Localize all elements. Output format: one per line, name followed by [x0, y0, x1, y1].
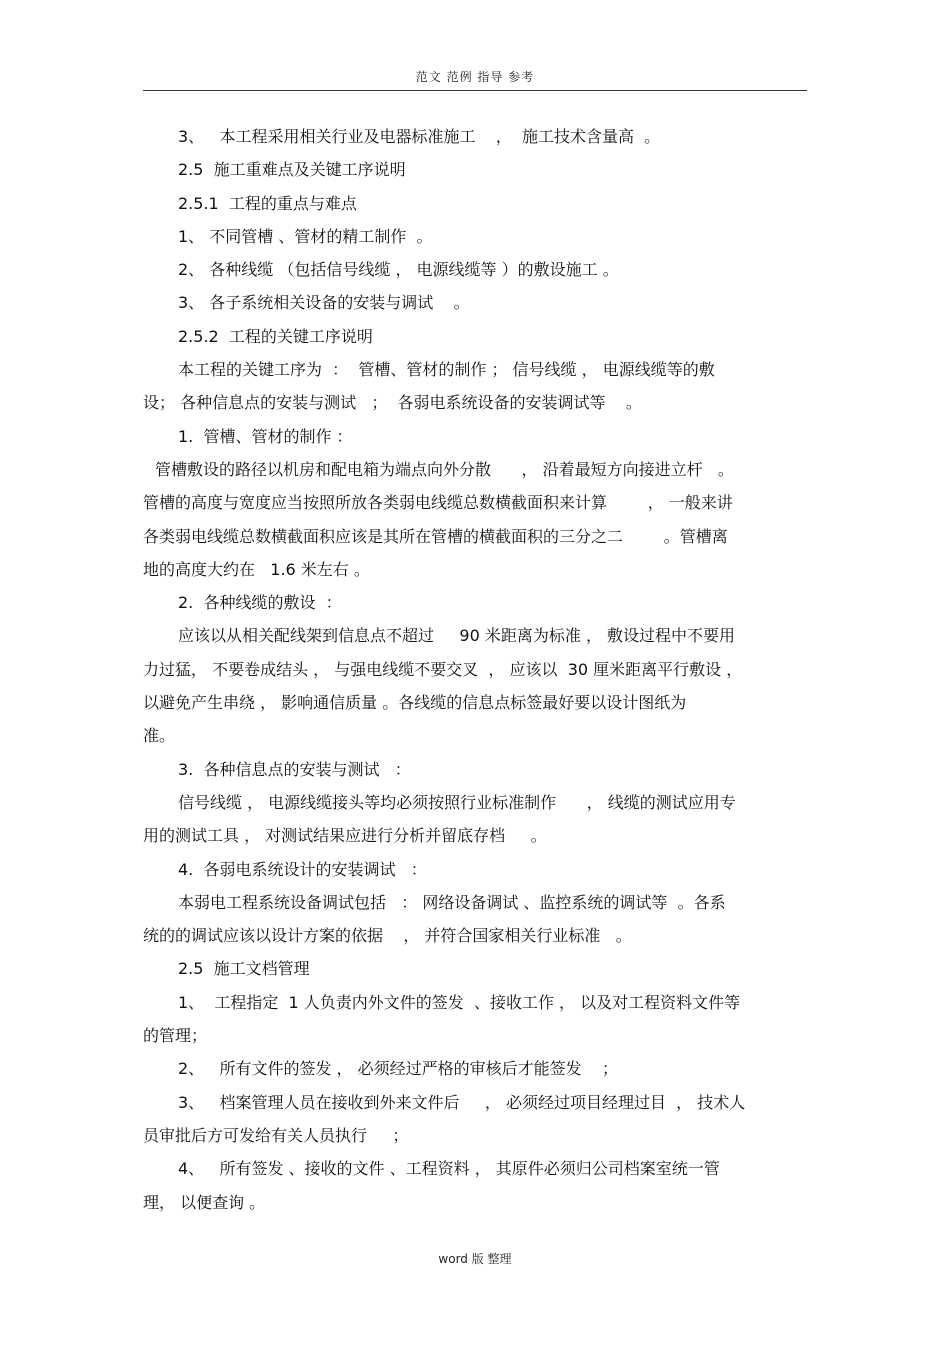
text-line: 的管理；: [143, 1026, 208, 1046]
text-line: 1、 不同管槽 、管材的精工制作 。: [178, 226, 433, 246]
text-line: 2.5 施工文档管理: [178, 959, 310, 979]
text-line: 本工程的关键工序为 ： 管槽、管材的制作 ； 信号线缆 ， 电源线缆等的敷: [178, 360, 715, 380]
text-line: 统的的调试应该以设计方案的依据 ， 并符合国家相关行业标准 。: [143, 926, 632, 946]
text-line: 3. 各种信息点的安装与测试 ：: [178, 759, 411, 779]
text-line: 2.5.1 工程的重点与难点: [178, 193, 357, 213]
text-line: 3、 档案管理人员在接收到外来文件后 ， 必须经过项目经理过目 ， 技术人: [178, 1092, 746, 1112]
page-footer: word 版 整理: [438, 1252, 512, 1266]
text-line: 力过猛， 不要卷成结头 ， 与强电线缆不要交叉 ， 应该以 30 厘米距离平行敷设 ，: [143, 659, 743, 679]
text-line: 1、 工程指定 1 人负责内外文件的签发 、接收工作 ， 以及对工程资料文件等: [178, 992, 741, 1012]
text-line: 4. 各弱电系统设计的安装调试 ：: [178, 859, 427, 879]
text-line: 2.5.2 工程的关键工序说明: [178, 326, 373, 346]
text-line: 用的测试工具 ， 对测试结果应进行分析并留底存档 。: [143, 826, 547, 846]
text-line: 信号线缆 ， 电源线缆接头等均必须按照行业标准制作 ， 线缆的测试应用专: [178, 792, 736, 812]
text-line: 设； 各种信息点的安装与测试 ； 各弱电系统设备的安装调试等 。: [143, 393, 642, 413]
text-line: 管槽的高度与宽度应当按照所放各类弱电线缆总数横截面积来计算 ， 一般来讲: [143, 493, 733, 513]
text-line: 本弱电工程系统设备调试包括 ： 网络设备调试 、监控系统的调试等 。各系: [178, 892, 726, 912]
document-body: [143, 120, 803, 1219]
text-line: 3、 本工程采用相关行业及电器标准施工 ， 施工技术含量高 。: [178, 127, 661, 146]
text-line: 理， 以便查询 。: [143, 1192, 266, 1212]
text-line: 各类弱电线缆总数横截面积应该是其所在管槽的横截面积的三分之二 。管槽离: [143, 526, 728, 546]
text-line: 2、 各种线缆 （包括信号线缆 ， 电源线缆等 ）的敷设施工 。: [178, 260, 619, 280]
page-header: 范文 范例 指导 参考: [415, 70, 535, 84]
text-line: 1. 管槽、管材的制作 ：: [178, 426, 353, 446]
text-line: 以避免产生串绕 ， 影响通信质量 。各线缆的信息点标签最好要以设计图纸为: [143, 693, 687, 713]
text-line: 应该以从相关配线架到信息点不超过 90 米距离为标准 ， 敷设过程中不要用: [178, 626, 736, 646]
text-line: 地的高度大约在 1.6 米左右 。: [143, 559, 370, 579]
text-line: 准。: [143, 726, 176, 746]
text-line: 2.5 施工重难点及关键工序说明: [178, 160, 406, 180]
text-line: 3、 各子系统相关设备的安装与调试 。: [178, 293, 470, 313]
text-line: 2、 所有文件的签发 ， 必须经过严格的审核后才能签发 ；: [178, 1059, 618, 1079]
text-line: 4、 所有签发 、接收的文件 、工程资料 ， 其原件必须归公司档案室统一管: [178, 1159, 720, 1179]
text-line: 员审批后方可发给有关人员执行 ；: [143, 1125, 409, 1145]
text-line: 管槽敷设的路径以机房和配电箱为端点向外分散 ， 沿着最短方向接进立杆 。: [155, 459, 734, 479]
header-divider: [143, 90, 807, 91]
text-line: 2. 各种线缆的敷设 ：: [178, 593, 342, 613]
